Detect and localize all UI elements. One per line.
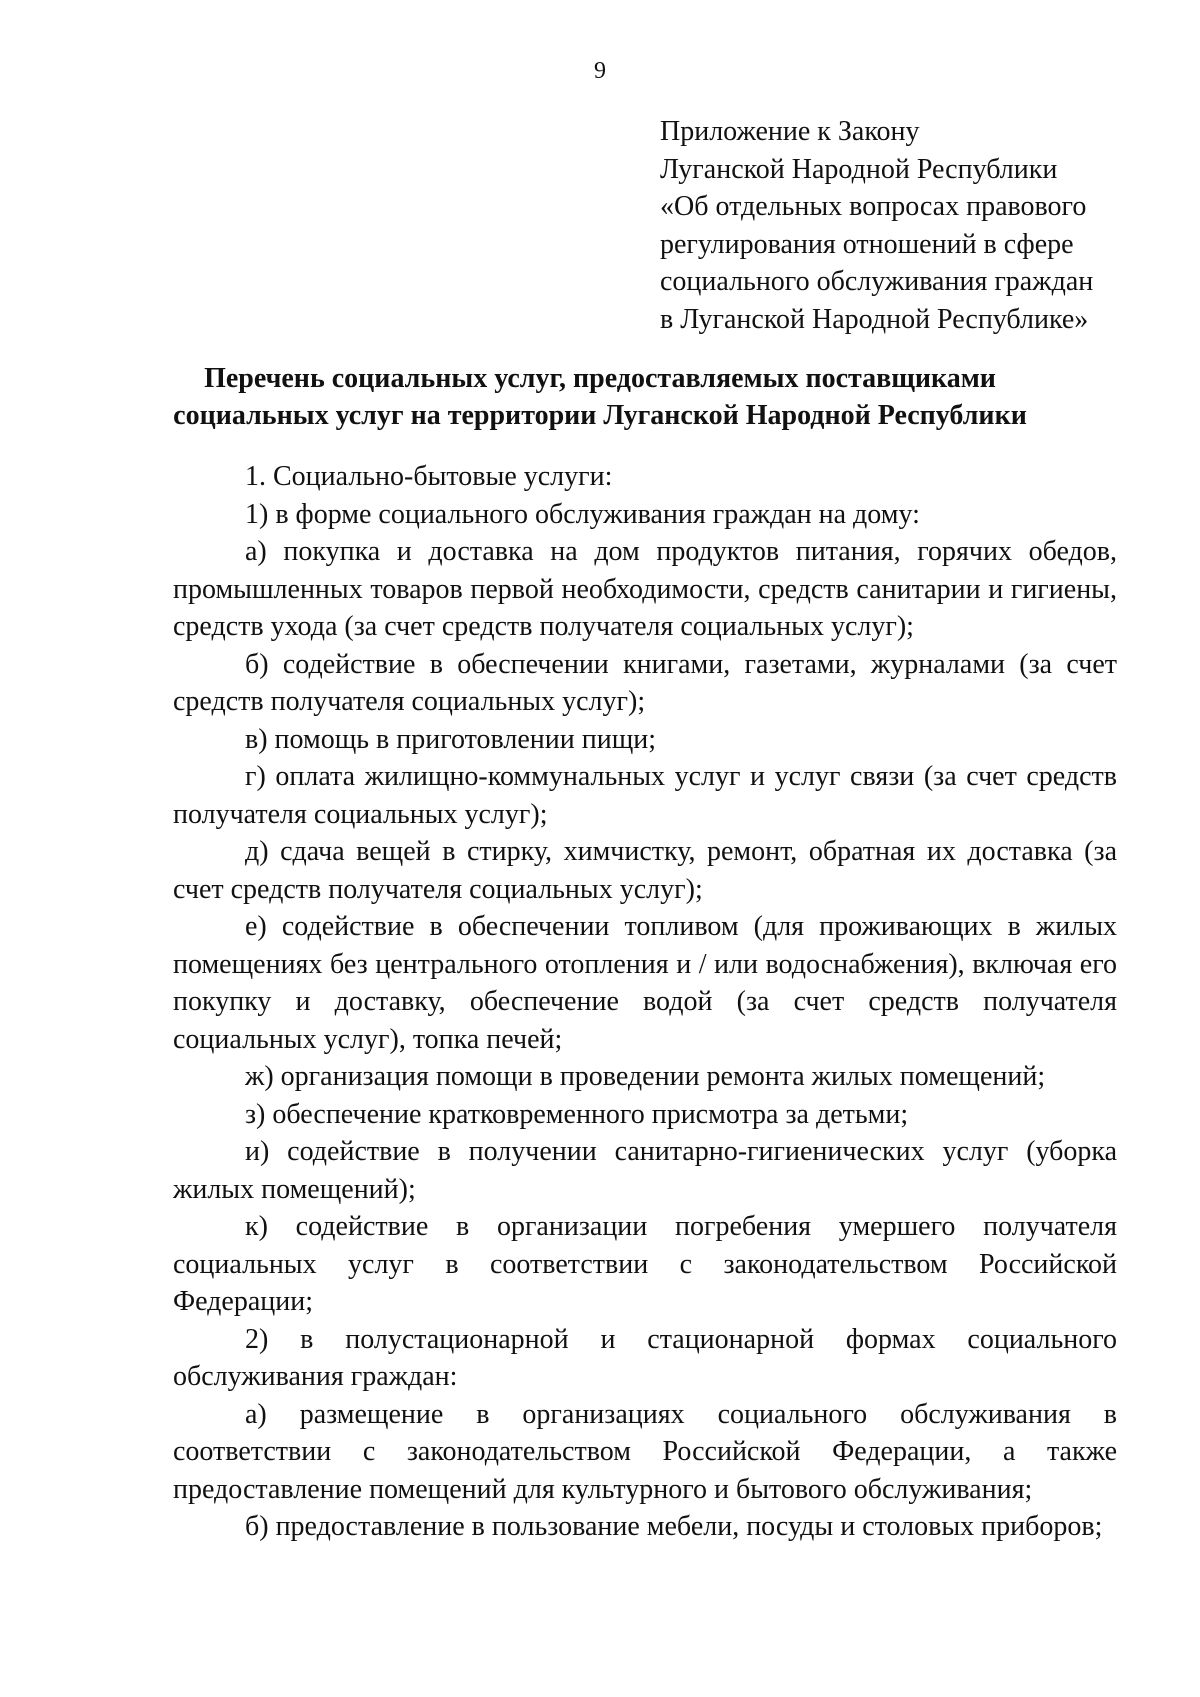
list-item: е) содействие в обеспечении топливом (для проживающих в жилых помещениях без центрального отопления и / или водоснабжения), включая его покупку и доставку, обеспечение водой (за счет средств получателя социальных услуг), топка печей; (173, 911, 1117, 1055)
section-heading: 1. Социально-бытовые услуги: (245, 461, 613, 492)
appendix-line: Луганской Народной Республики (660, 153, 1058, 185)
list-item: б) содействие в обеспечении книгами, газетами, журналами (за счет средств получателя социальных услуг); (173, 648, 1117, 717)
list-item: г) оплата жилищно-коммунальных услуг и услуг связи (за счет средств получателя социальных услуг); (173, 761, 1117, 830)
document-body (173, 458, 1117, 1546)
list-item: а) покупка и доставка на дом продуктов питания, горячих обедов, промышленных товаров первой необходимости, средств санитарии и гигиены, средств ухода (за счет средств получателя социальных услуг); (173, 536, 1117, 642)
appendix-header (660, 113, 1140, 338)
document-title (150, 360, 1050, 434)
list-item: ж) организация помощи в проведении ремонта жилых помещений; (245, 1061, 1046, 1092)
appendix-line: Приложение к Закону (660, 116, 920, 147)
appendix-line: регулирования отношений в сфере (660, 228, 1074, 260)
appendix-line: социального обслуживания граждан (660, 266, 1094, 297)
list-item: в) помощь в приготовлении пищи; (245, 723, 657, 755)
list-item: и) содействие в получении санитарно-гигиенических услуг (уборка жилых помещений); (173, 1136, 1117, 1205)
subsection-heading: 1) в форме социального обслуживания граждан на дому: (245, 498, 920, 530)
title-line: Перечень социальных услуг, предоставляемых поставщиками (204, 363, 996, 394)
title-line: социальных услуг на территории Луганской Народной Республики (173, 400, 1027, 431)
list-item: б) предоставление в пользование мебели, посуды и столовых приборов; (245, 1511, 1103, 1542)
list-item: д) сдача вещей в стирку, химчистку, ремонт, обратная их доставка (за счет средств получателя социальных услуг); (173, 836, 1117, 905)
appendix-line: в Луганской Народной Республике» (660, 303, 1089, 335)
subsection-heading: 2) в полустационарной и стационарной формах социального обслуживания граждан: (173, 1323, 1117, 1392)
list-item: з) обеспечение кратковременного присмотра за детьми; (245, 1098, 909, 1130)
list-item: а) размещение в организациях социального обслуживания в соответствии с законодательством Российской Федерации, а также предоставление помещений для культурного и бытового обслуживания; (173, 1398, 1117, 1505)
page-number: 9 (594, 58, 606, 84)
appendix-line: «Об отдельных вопросах правового (660, 191, 1087, 222)
list-item: к) содействие в организации погребения умершего получателя социальных услуг в соответствии с законодательством Российской Федерации; (173, 1211, 1117, 1317)
